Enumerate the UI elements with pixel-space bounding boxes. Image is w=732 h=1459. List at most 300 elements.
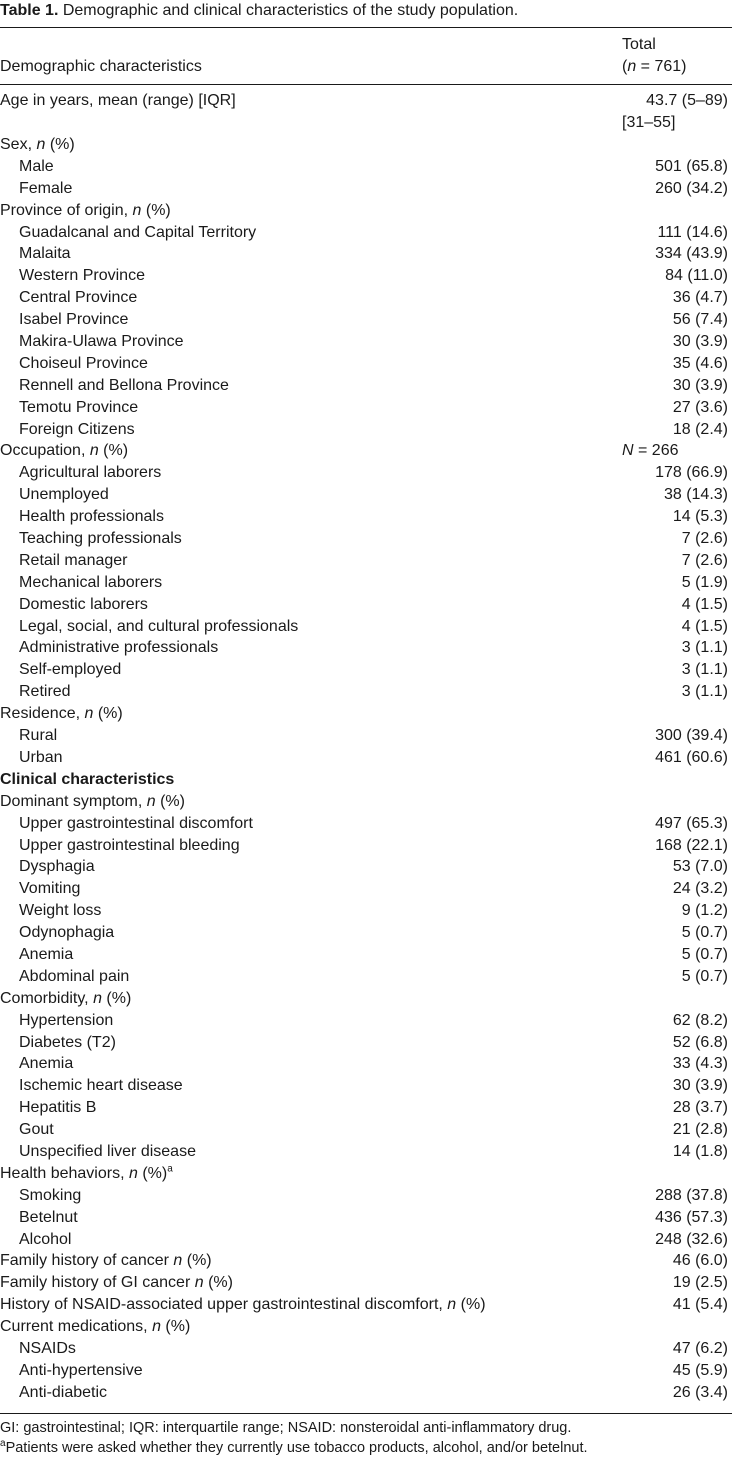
row-value [673, 1272, 728, 1294]
table-row-sub [0, 900, 732, 922]
table-row-sub [0, 1141, 732, 1163]
row-value-text: 436 (57.3) [655, 1208, 728, 1226]
row-label-text: NSAIDs [19, 1339, 76, 1357]
row-label [19, 331, 184, 353]
section-heading [0, 769, 732, 791]
row-label [19, 1097, 96, 1119]
row-value [673, 1360, 728, 1382]
row-value-text: 3 (1.1) [681, 661, 728, 679]
row-label [19, 747, 63, 769]
table-row-category [0, 200, 732, 222]
row-label-footnote-mark: a [167, 1163, 173, 1175]
table-row-category [0, 1250, 732, 1272]
row-label-text: Domestic laborers [19, 595, 148, 613]
row-label-text: Male [19, 157, 54, 175]
row-label-tail: (%) [93, 705, 123, 723]
row-value-text: 5 (0.7) [681, 945, 728, 963]
row-label-text: Family history of GI cancer [0, 1274, 195, 1292]
table-row-sub [0, 1229, 732, 1251]
column-header-paren: ( [622, 58, 628, 75]
row-label [19, 1229, 71, 1251]
row-value [682, 659, 728, 681]
row-value-text: 36 (4.7) [672, 289, 728, 307]
row-label [19, 1032, 116, 1054]
row-label [0, 1272, 233, 1294]
row-label [0, 90, 236, 112]
table-row-sub [0, 1338, 732, 1360]
table-caption [0, 0, 732, 22]
row-value-text: 248 (32.6) [655, 1230, 728, 1248]
row-value [673, 309, 728, 331]
row-label-tail: (%) [98, 442, 129, 460]
table-row-sub [0, 397, 732, 419]
row-label [0, 769, 174, 791]
row-label-text: Upper gastrointestinal discomfort [19, 814, 253, 832]
row-label-n-symbol: n [132, 201, 142, 219]
row-value [673, 397, 728, 419]
table-row-sub [0, 1382, 732, 1404]
row-label-text: Family history of cancer [0, 1252, 174, 1270]
row-label-tail: (%) [160, 1318, 191, 1336]
row-label-n-symbol: n [128, 1164, 138, 1182]
row-label [19, 659, 121, 681]
table-row-sub [0, 637, 732, 659]
table-row-sub [0, 878, 732, 900]
row-label-text: Central Province [19, 289, 138, 307]
column-header-total-line1: Total [622, 36, 656, 53]
row-label-text: Dominant symptom, [0, 792, 147, 810]
row-label-tail: (%) [137, 1164, 168, 1182]
column-header-n-symbol: n [627, 58, 637, 75]
row-value-text: 28 (3.7) [672, 1099, 728, 1117]
row-value-text: = 266 [633, 442, 679, 460]
row-label [0, 1163, 173, 1185]
row-value [682, 637, 728, 659]
row-value-text: 35 (4.6) [672, 354, 728, 372]
row-value-text: 27 (3.6) [672, 398, 728, 416]
row-value [673, 506, 728, 528]
row-label-n-symbol: n [93, 989, 102, 1007]
row-value-text: 5 (1.9) [681, 573, 728, 591]
row-label-text: Province of origin, [0, 201, 133, 219]
table-row-sub [0, 309, 732, 331]
table-row-sub [0, 528, 732, 550]
column-header-n-value: = 761) [636, 58, 687, 75]
row-label-text: Ischemic heart disease [19, 1077, 183, 1095]
row-label [19, 922, 114, 944]
row-value-text: 178 (66.9) [655, 464, 728, 482]
table-row-sub [0, 1010, 732, 1032]
table-row-sub [0, 681, 732, 703]
column-header-total-line2 [622, 56, 687, 78]
row-label-text: Temotu Province [19, 398, 139, 416]
row-value [655, 1185, 728, 1207]
table-row-sub [0, 856, 732, 878]
row-value [673, 1141, 728, 1163]
row-label [19, 1075, 183, 1097]
row-value [655, 725, 728, 747]
row-label-text: Unemployed [19, 486, 109, 504]
row-value [673, 878, 728, 900]
row-label-tail: (%) [101, 989, 132, 1007]
row-value-text: 14 (1.8) [672, 1142, 728, 1160]
table-row-sub [0, 922, 732, 944]
table-row-sub [0, 659, 732, 681]
table-row-sub [0, 1185, 732, 1207]
row-label-text: Residence, [0, 705, 85, 723]
row-label [19, 375, 229, 397]
row-label-text: Hepatitis B [19, 1099, 97, 1117]
table-row-sub [0, 484, 732, 506]
row-value-text: 53 (7.0) [672, 858, 728, 876]
row-label-text: Odynophagia [19, 924, 115, 942]
row-label-text: Gout [19, 1121, 54, 1139]
row-value [664, 484, 728, 506]
row-label-text: Diabetes (T2) [19, 1033, 116, 1051]
table-row-sub [0, 178, 732, 200]
row-value-text: 18 (2.4) [672, 420, 728, 438]
row-value [622, 90, 728, 131]
table-row-sub [0, 966, 732, 988]
table-row-sub [0, 331, 732, 353]
row-value-text: 41 (5.4) [672, 1296, 728, 1314]
row-value [673, 1010, 728, 1032]
row-label-text: Health professionals [19, 508, 164, 526]
table-row-category [0, 703, 732, 725]
row-value [673, 375, 728, 397]
row-value [682, 528, 728, 550]
footnote-a [0, 1438, 588, 1458]
row-label-text: Choiseul Province [19, 354, 148, 372]
table-row-sub [0, 813, 732, 835]
row-label-text: Self-employed [19, 661, 122, 679]
row-value-text: 497 (65.3) [655, 814, 728, 832]
row-label [19, 1010, 113, 1032]
row-label [0, 1250, 212, 1272]
table-row-category [0, 440, 732, 462]
row-value-text: 45 (5.9) [672, 1361, 728, 1379]
table-row-sub [0, 353, 732, 375]
row-label-text: Retail manager [19, 551, 128, 569]
row-value-text: 24 (3.2) [672, 880, 728, 898]
row-value [655, 243, 728, 265]
row-label-text: Comorbidity, [0, 989, 94, 1007]
table-row-category [0, 791, 732, 813]
table-row-sub [0, 1360, 732, 1382]
table-row-sub [0, 222, 732, 244]
row-value [673, 1119, 728, 1141]
row-value-text: 461 (60.6) [655, 748, 728, 766]
footnote-a-text: Patients were asked whether they currently use tobacco products, alcohol, and/or betelnut. [5, 1440, 588, 1456]
row-label [19, 353, 148, 375]
row-value [655, 178, 728, 200]
row-label [19, 309, 128, 331]
row-value [655, 835, 728, 857]
row-label [19, 835, 240, 857]
row-value [673, 856, 728, 878]
table-row-sub [0, 156, 732, 178]
row-value [673, 1382, 728, 1404]
row-value-text: 38 (14.3) [663, 486, 728, 504]
row-label-n-symbol: n [152, 1318, 161, 1336]
row-label [19, 966, 129, 988]
row-label-text: History of NSAID-associated upper gastrointestinal discomfort, [0, 1296, 448, 1314]
row-label [19, 287, 137, 309]
row-value-text: 9 (1.2) [681, 902, 728, 920]
row-value-text: 56 (7.4) [672, 311, 728, 329]
row-label-n-symbol: n [146, 792, 156, 810]
row-label [19, 616, 298, 638]
row-label [0, 440, 128, 462]
row-label [19, 1119, 54, 1141]
row-value [655, 747, 728, 769]
row-value [682, 594, 728, 616]
row-label [19, 243, 71, 265]
table-row-sub [0, 572, 732, 594]
footnote-abbreviations: GI: gastrointestinal; IQR: interquartile range; NSAID: nonsteroidal anti-inflammatory drug. [0, 1420, 572, 1436]
row-value [673, 1075, 728, 1097]
row-label-n-symbol: n [173, 1252, 183, 1270]
row-label-text: Age in years, mean (range) [IQR] [0, 92, 236, 109]
row-label-text: Upper gastrointestinal bleeding [19, 836, 240, 854]
table-row-sub [0, 462, 732, 484]
table-row-sub [0, 1119, 732, 1141]
row-label-tail: (%) [456, 1296, 486, 1314]
table-row-sub [0, 835, 732, 857]
row-label-text: Rural [19, 727, 58, 745]
row-label [19, 637, 218, 659]
row-label [19, 550, 128, 572]
table-row-category [0, 1294, 732, 1316]
table-row-sub [0, 1207, 732, 1229]
row-label [19, 944, 73, 966]
row-label [0, 1316, 190, 1338]
row-label-text: Dysphagia [19, 858, 95, 876]
table-row-sub [0, 419, 732, 441]
row-value-text: 288 (37.8) [655, 1186, 728, 1204]
table-row-category [0, 90, 732, 134]
row-value [673, 1250, 728, 1272]
column-header-characteristics: Demographic characteristics [0, 58, 202, 75]
table-row-category [0, 134, 732, 156]
row-label [19, 1141, 196, 1163]
row-label-n-symbol: n [84, 705, 94, 723]
row-label-text: Health behaviors, [0, 1164, 129, 1182]
row-label-text: Smoking [19, 1186, 82, 1204]
table-row-category [0, 1163, 732, 1185]
row-label [0, 1294, 486, 1316]
table-row-sub [0, 594, 732, 616]
row-label-text: Retired [19, 683, 71, 701]
row-value-text: 111 (14.6) [657, 223, 728, 241]
row-value [682, 922, 728, 944]
row-label-text: Weight loss [19, 902, 102, 920]
row-label [19, 222, 256, 244]
row-value-text: 26 (3.4) [672, 1383, 728, 1401]
row-label [19, 1185, 81, 1207]
row-label [0, 791, 185, 813]
row-value-text: 52 (6.8) [672, 1033, 728, 1051]
row-label [19, 156, 54, 178]
row-label [19, 878, 80, 900]
row-label-text: Agricultural laborers [19, 464, 162, 482]
table-row-sub [0, 747, 732, 769]
table-row-sub [0, 1053, 732, 1075]
row-label-text: Guadalcanal and Capital Territory [19, 223, 257, 241]
table-caption-label: Table 1. [0, 2, 59, 19]
row-value [682, 900, 728, 922]
row-label [19, 681, 71, 703]
row-value [622, 440, 679, 462]
row-label-text: Teaching professionals [19, 530, 182, 548]
row-label-text: Betelnut [19, 1208, 78, 1226]
row-label-n-symbol: n [36, 136, 46, 153]
row-value-text: 5 (0.7) [681, 924, 728, 942]
row-value [655, 462, 728, 484]
row-label-text: Current medications, [0, 1318, 153, 1336]
row-value-secondary: [31–55] [622, 114, 676, 131]
row-value-text: 501 (65.8) [655, 157, 728, 175]
row-label-text: Female [19, 179, 73, 197]
row-value-text: 5 (0.7) [681, 967, 728, 985]
row-label [19, 528, 182, 550]
table-row-category [0, 1272, 732, 1294]
row-label-text: Urban [19, 748, 63, 766]
row-label [19, 506, 164, 528]
row-label-tail: (%) [45, 136, 75, 153]
row-value [655, 813, 728, 835]
row-label-text: Anti-hypertensive [19, 1361, 143, 1379]
row-value [673, 331, 728, 353]
row-label [19, 1338, 76, 1360]
table-body [0, 90, 732, 1404]
row-label-n-symbol: n [194, 1274, 204, 1292]
row-value [657, 222, 728, 244]
table-row-category [0, 1316, 732, 1338]
row-value [673, 287, 728, 309]
row-value [655, 1229, 728, 1251]
row-label [19, 594, 148, 616]
row-value-text: 7 (2.6) [681, 551, 728, 569]
row-label [0, 988, 131, 1010]
row-value-text: 84 (11.0) [665, 267, 728, 285]
row-label-text: Makira-Ulawa Province [19, 333, 184, 351]
row-value-text: 3 (1.1) [681, 639, 728, 657]
table-row-sub [0, 725, 732, 747]
row-value [673, 353, 728, 375]
row-label-text: Alcohol [19, 1230, 72, 1248]
row-value-text: 30 (3.9) [672, 333, 728, 351]
row-label-tail: (%) [155, 792, 185, 810]
row-label [19, 725, 57, 747]
table-row-sub [0, 506, 732, 528]
row-value-text: 33 (4.3) [672, 1055, 728, 1073]
row-value-text: 43.7 (5–89) [646, 92, 728, 109]
row-label-text: Clinical characteristics [0, 770, 175, 788]
row-value-text: 14 (5.3) [672, 508, 728, 526]
row-label-text: Mechanical laborers [19, 573, 163, 591]
row-value [665, 265, 728, 287]
table-row-sub [0, 616, 732, 638]
row-value [655, 1207, 728, 1229]
row-value [655, 156, 728, 178]
row-label-text: Legal, social, and cultural professionals [19, 617, 299, 635]
bottom-rule [0, 1413, 732, 1414]
column-header-total [622, 34, 687, 78]
row-value [682, 572, 728, 594]
row-value [673, 1032, 728, 1054]
row-label [19, 265, 145, 287]
row-label [19, 1053, 73, 1075]
table-row-sub [0, 1097, 732, 1119]
row-value [682, 550, 728, 572]
row-value-text: 19 (2.5) [672, 1274, 728, 1292]
row-label-text: Isabel Province [19, 311, 129, 329]
table-row-sub [0, 944, 732, 966]
header-rule [0, 84, 732, 85]
row-label [19, 462, 161, 484]
row-value-text: 260 (34.2) [655, 179, 728, 197]
row-value-text: 334 (43.9) [655, 245, 728, 263]
row-label [19, 397, 138, 419]
row-value [673, 419, 728, 441]
row-label-text: Hypertension [19, 1011, 114, 1029]
row-value [673, 1097, 728, 1119]
table-row-sub [0, 550, 732, 572]
row-value-text: 30 (3.9) [672, 1077, 728, 1095]
row-label-text: Vomiting [19, 880, 81, 898]
row-label-text: Anemia [19, 945, 74, 963]
row-value-text: 62 (8.2) [672, 1011, 728, 1029]
row-label [19, 1207, 78, 1229]
row-label [19, 813, 253, 835]
row-value-text: 30 (3.9) [672, 376, 728, 394]
row-label-tail: (%) [182, 1252, 212, 1270]
row-value-text: 300 (39.4) [655, 727, 728, 745]
row-value-text: 4 (1.5) [681, 617, 728, 635]
row-label-text: Abdominal pain [19, 967, 130, 985]
row-label-text: Anemia [19, 1055, 74, 1073]
table-row-sub [0, 287, 732, 309]
row-label [19, 572, 162, 594]
table-row-sub [0, 265, 732, 287]
table-row-sub [0, 1075, 732, 1097]
row-label-text: Western Province [19, 267, 145, 285]
footnote-a-mark: a [0, 1438, 6, 1450]
row-label-text: Rennell and Bellona Province [19, 376, 229, 394]
row-value [673, 1294, 728, 1316]
row-value [682, 681, 728, 703]
row-value [682, 944, 728, 966]
table-row-sub [0, 375, 732, 397]
row-label [0, 703, 123, 725]
row-label [0, 134, 75, 156]
row-label [0, 200, 171, 222]
row-value [682, 966, 728, 988]
row-label [19, 178, 72, 200]
row-label-tail: (%) [203, 1274, 233, 1292]
row-value-text: 46 (6.0) [672, 1252, 728, 1270]
table-row-category [0, 988, 732, 1010]
row-value [682, 616, 728, 638]
row-label-tail: (%) [141, 201, 171, 219]
table-caption-text: Demographic and clinical characteristics of the study population. [62, 2, 519, 19]
row-value-text: 4 (1.5) [681, 595, 728, 613]
row-label [19, 1382, 107, 1404]
row-label-text: Sex, [0, 136, 37, 153]
row-label [19, 484, 109, 506]
row-label-text: Malaita [19, 245, 71, 263]
